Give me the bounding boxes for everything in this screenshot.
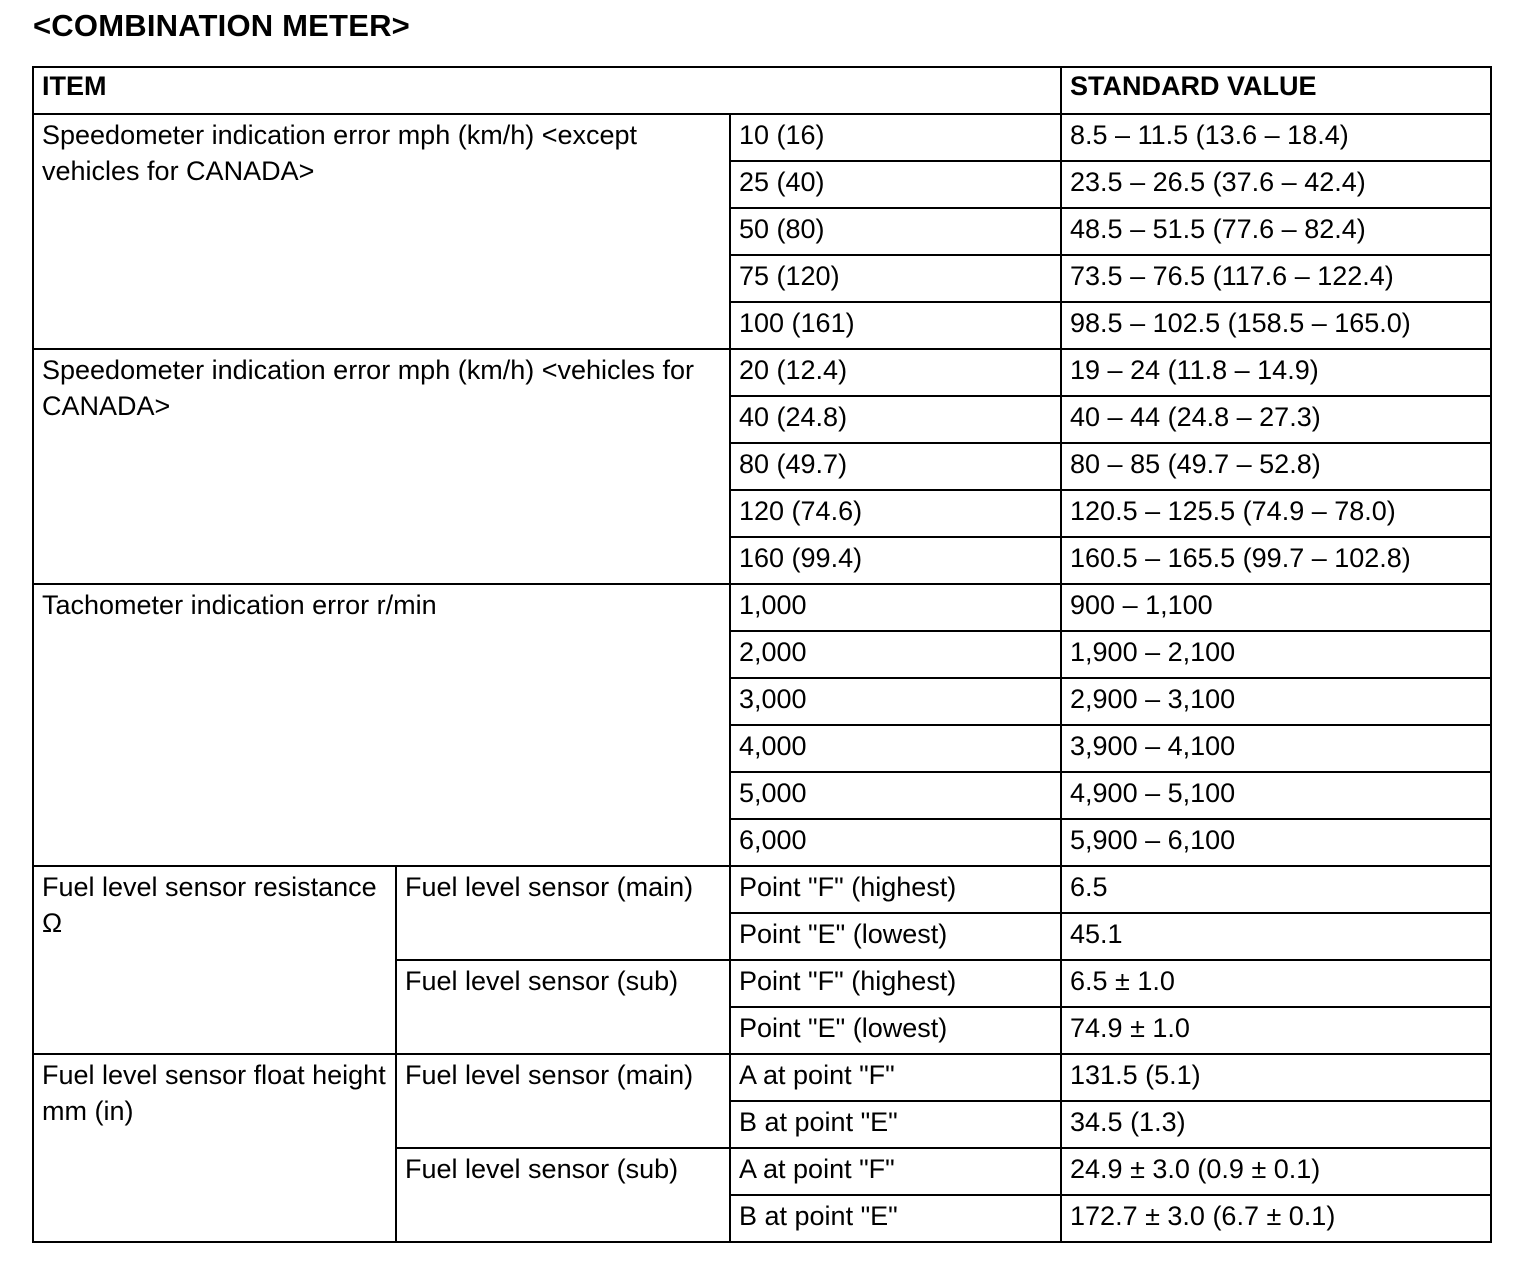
value-cell: 8.5 – 11.5 (13.6 – 18.4)	[1061, 114, 1491, 161]
table-row	[33, 349, 1491, 396]
item-cell: Speedometer indication error mph (km/h) <vehicles for CANADA>	[33, 349, 730, 584]
table-row	[33, 866, 1491, 913]
item-cell: Speedometer indication error mph (km/h) <except vehicles for CANADA>	[33, 114, 730, 349]
value-cell: 4,900 – 5,100	[1061, 772, 1491, 819]
condition-cell: B at point "E"	[730, 1101, 1061, 1148]
value-cell: 172.7 ± 3.0 (6.7 ± 0.1)	[1061, 1195, 1491, 1242]
condition-cell: 4,000	[730, 725, 1061, 772]
sub-item-cell: Fuel level sensor (sub)	[396, 960, 730, 1054]
value-cell: 6.5 ± 1.0	[1061, 960, 1491, 1007]
condition-cell: 75 (120)	[730, 255, 1061, 302]
condition-cell: B at point "E"	[730, 1195, 1061, 1242]
value-cell: 19 – 24 (11.8 – 14.9)	[1061, 349, 1491, 396]
condition-cell: 160 (99.4)	[730, 537, 1061, 584]
condition-cell: 80 (49.7)	[730, 443, 1061, 490]
condition-cell: A at point "F"	[730, 1054, 1061, 1101]
condition-cell: 10 (16)	[730, 114, 1061, 161]
condition-cell: 1,000	[730, 584, 1061, 631]
table-row	[33, 114, 1491, 161]
item-cell: Tachometer indication error r/min	[33, 584, 730, 866]
value-cell: 6.5	[1061, 866, 1491, 913]
value-cell: 1,900 – 2,100	[1061, 631, 1491, 678]
value-cell: 80 – 85 (49.7 – 52.8)	[1061, 443, 1491, 490]
value-cell: 40 – 44 (24.8 – 27.3)	[1061, 396, 1491, 443]
condition-cell: 5,000	[730, 772, 1061, 819]
spec-table	[32, 66, 1492, 1243]
condition-cell: 3,000	[730, 678, 1061, 725]
header-item: ITEM	[33, 67, 1061, 114]
condition-cell: Point "F" (highest)	[730, 960, 1061, 1007]
condition-cell: 50 (80)	[730, 208, 1061, 255]
condition-cell: 6,000	[730, 819, 1061, 866]
header-standard-value: STANDARD VALUE	[1061, 67, 1491, 114]
value-cell: 23.5 – 26.5 (37.6 – 42.4)	[1061, 161, 1491, 208]
value-cell: 73.5 – 76.5 (117.6 – 122.4)	[1061, 255, 1491, 302]
value-cell: 2,900 – 3,100	[1061, 678, 1491, 725]
condition-cell: A at point "F"	[730, 1148, 1061, 1195]
table-header-row	[33, 67, 1491, 114]
sub-item-cell: Fuel level sensor (main)	[396, 866, 730, 960]
condition-cell: 2,000	[730, 631, 1061, 678]
value-cell: 160.5 – 165.5 (99.7 – 102.8)	[1061, 537, 1491, 584]
condition-cell: 40 (24.8)	[730, 396, 1061, 443]
condition-cell: 100 (161)	[730, 302, 1061, 349]
value-cell: 34.5 (1.3)	[1061, 1101, 1491, 1148]
condition-cell: Point "E" (lowest)	[730, 1007, 1061, 1054]
value-cell: 74.9 ± 1.0	[1061, 1007, 1491, 1054]
page-title: <COMBINATION METER>	[33, 8, 410, 43]
value-cell: 24.9 ± 3.0 (0.9 ± 0.1)	[1061, 1148, 1491, 1195]
sub-item-cell: Fuel level sensor (main)	[396, 1054, 730, 1148]
table-row	[33, 584, 1491, 631]
condition-cell: 20 (12.4)	[730, 349, 1061, 396]
condition-cell: 25 (40)	[730, 161, 1061, 208]
sub-item-cell: Fuel level sensor (sub)	[396, 1148, 730, 1242]
value-cell: 98.5 – 102.5 (158.5 – 165.0)	[1061, 302, 1491, 349]
item-cell: Fuel level sensor float height mm (in)	[33, 1054, 396, 1242]
value-cell: 900 – 1,100	[1061, 584, 1491, 631]
item-cell: Fuel level sensor resistance Ω	[33, 866, 396, 1054]
value-cell: 48.5 – 51.5 (77.6 – 82.4)	[1061, 208, 1491, 255]
value-cell: 45.1	[1061, 913, 1491, 960]
value-cell: 120.5 – 125.5 (74.9 – 78.0)	[1061, 490, 1491, 537]
condition-cell: Point "E" (lowest)	[730, 913, 1061, 960]
value-cell: 131.5 (5.1)	[1061, 1054, 1491, 1101]
value-cell: 3,900 – 4,100	[1061, 725, 1491, 772]
table-row	[33, 1054, 1491, 1101]
value-cell: 5,900 – 6,100	[1061, 819, 1491, 866]
condition-cell: Point "F" (highest)	[730, 866, 1061, 913]
condition-cell: 120 (74.6)	[730, 490, 1061, 537]
